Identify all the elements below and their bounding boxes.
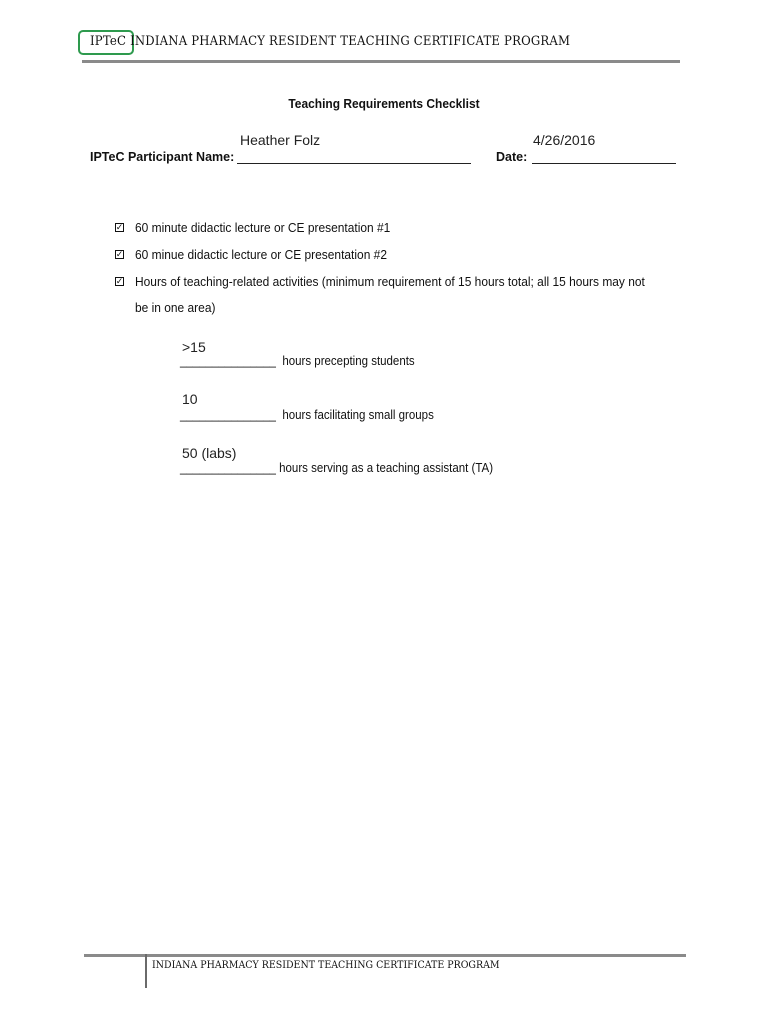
hours-label: hours facilitating small groups — [282, 408, 434, 422]
footer-vertical-bar — [145, 954, 147, 988]
date-label: Date: — [496, 150, 528, 164]
checkbox-checked-icon[interactable]: ✓ — [115, 276, 124, 286]
header-divider — [82, 60, 680, 63]
page-title: Teaching Requirements Checklist — [288, 96, 480, 111]
header-program-name: INDIANA PHARMACY RESIDENT TEACHING CERTIFICATE PROGRAM — [130, 34, 571, 49]
hours-row — [180, 408, 434, 422]
date-line — [532, 163, 676, 164]
checkbox-checked-icon[interactable]: ✓ — [115, 249, 124, 259]
hours-value: >15 — [182, 339, 206, 355]
checklist-item-continued: be in one area) — [135, 300, 216, 315]
participant-name-value: Heather Folz — [240, 132, 321, 148]
hours-label: hours precepting students — [282, 354, 415, 368]
checklist-item: 60 minue didactic lecture or CE presentation #2 — [135, 247, 387, 262]
footer-program-name: INDIANA PHARMACY RESIDENT TEACHING CERTIFICATE PROGRAM — [152, 959, 500, 971]
header-badge: IPTeC — [90, 34, 127, 49]
hours-value: 50 (labs) — [182, 445, 237, 461]
checklist-item: 60 minute didactic lecture or CE presentation #1 — [135, 220, 391, 235]
hours-blank: _______________ — [180, 461, 276, 475]
checkbox-checked-icon[interactable]: ✓ — [115, 222, 124, 232]
participant-name-line — [237, 163, 471, 164]
date-value: 4/26/2016 — [533, 132, 596, 148]
hours-row — [180, 354, 415, 368]
hours-row — [180, 461, 493, 475]
checklist-item: Hours of teaching-related activities (minimum requirement of 15 hours total; all 15 hours may not — [135, 274, 645, 289]
header — [90, 34, 570, 49]
participant-name-label: IPTeC Participant Name: — [90, 150, 235, 164]
hours-label: hours serving as a teaching assistant (TA) — [279, 461, 494, 475]
hours-blank: _______________ — [180, 354, 276, 368]
footer-divider — [84, 954, 686, 957]
hours-value: 10 — [182, 391, 198, 407]
hours-blank: _______________ — [180, 408, 276, 422]
